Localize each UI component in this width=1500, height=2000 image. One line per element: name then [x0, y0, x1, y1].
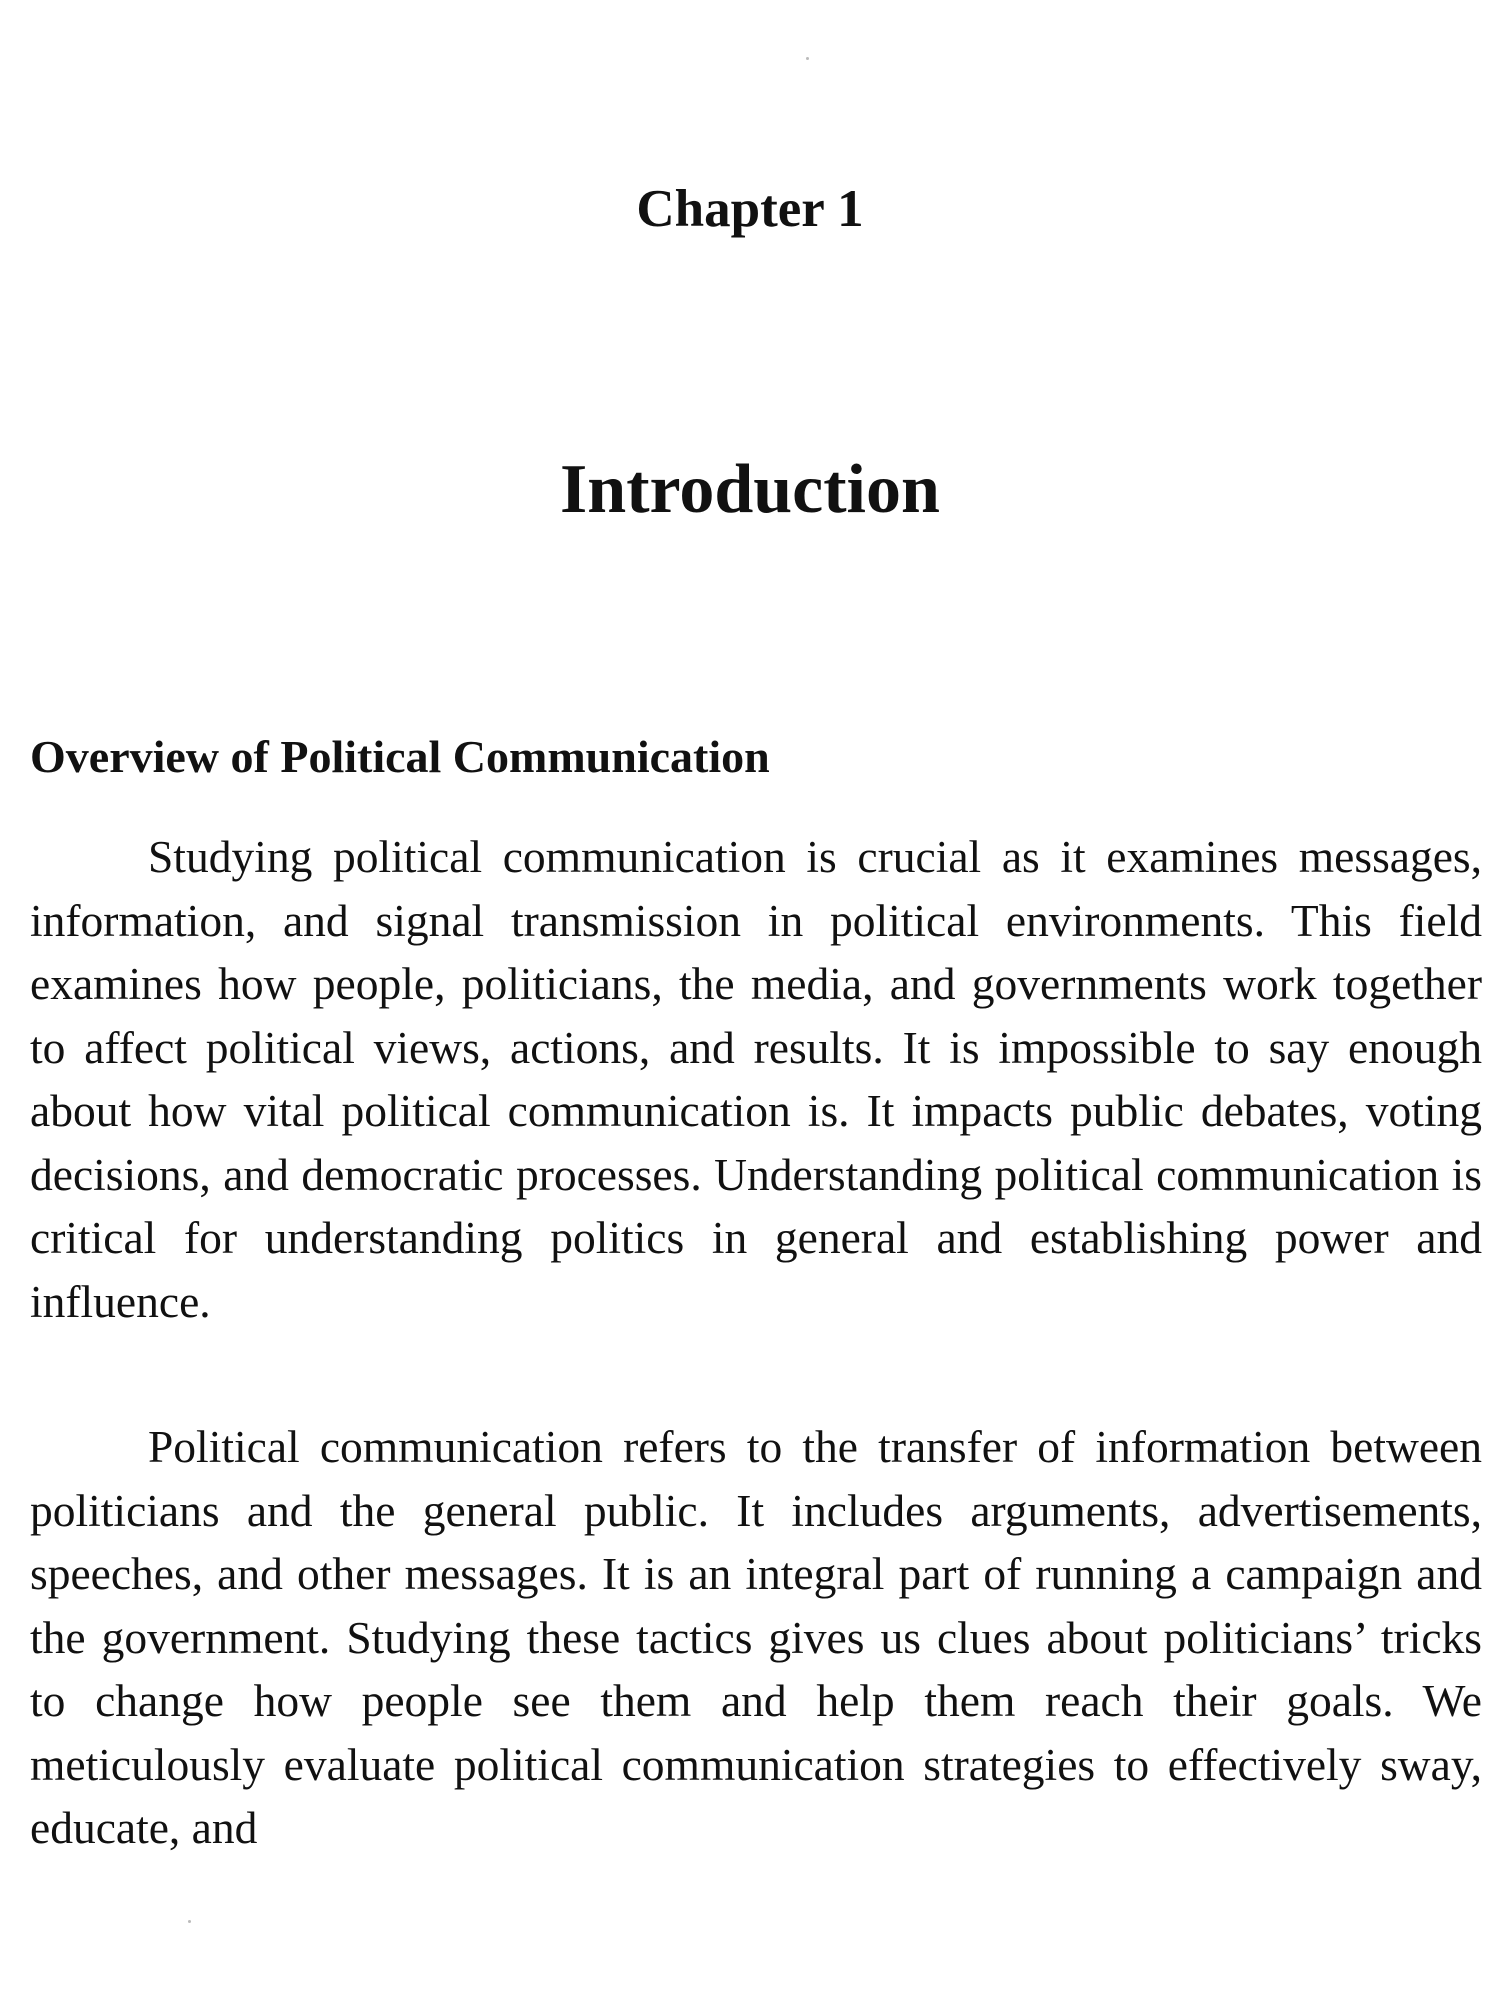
- scan-speck: [806, 57, 809, 60]
- section-heading: Overview of Political Communication: [30, 731, 770, 782]
- chapter-title: Introduction: [560, 451, 940, 528]
- scan-speck: [188, 1920, 191, 1923]
- body-paragraph-1: Studying political communication is crucial as it examines messages, information, and signal transmission in political environments. This field examines how people, politicians, the media, and governments work together to affect political views, actions, and results. It is impossible to say enough about how vital political communication is. It impacts public debates, voting decisions, and democratic processes. Understanding political communication is critical for understanding politics in general and establishing power and influence.: [30, 831, 1482, 1327]
- chapter-label: Chapter 1: [636, 180, 864, 238]
- body-paragraph-2: Political communication refers to the transfer of information between politicians and the general public. It includes arguments, advertisements, speeches, and other messages. It is an integral part of running a campaign and the government. Studying these tactics gives us clues about politicians’ tricks to change how people see them and help them reach their goals. We meticulously evaluate political communication strategies to effectively sway, educate, and: [30, 1421, 1482, 1853]
